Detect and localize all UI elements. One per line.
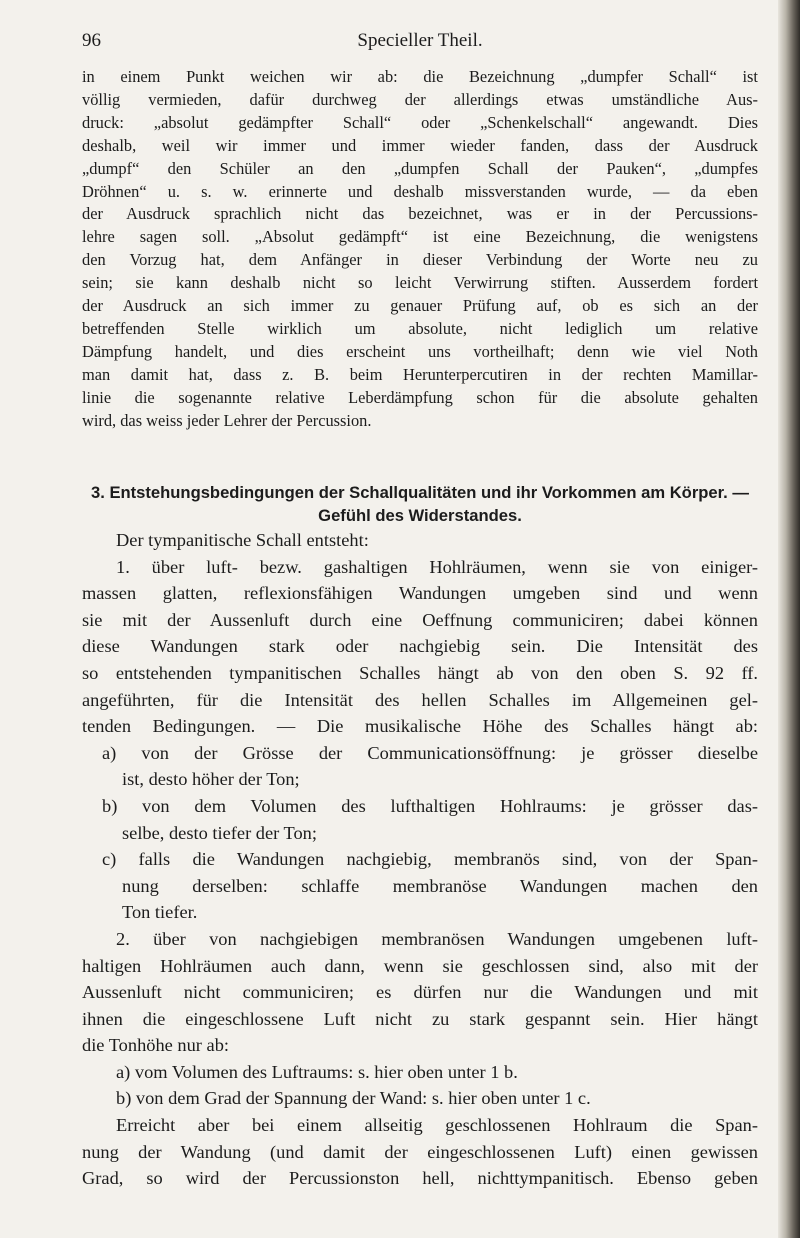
text-line: ihnen die eingeschlossene Luft nicht zu stark gespannt sein. Hier hängt xyxy=(82,1008,758,1029)
section-heading xyxy=(82,481,758,527)
text-line: den Vorzug hat, dem Anfänger in dieser Verbindung der Worte neu zu xyxy=(82,250,758,270)
list-item-b: b) von dem Grad der Spannung der Wand: s. hier oben unter 1 c. xyxy=(116,1088,591,1109)
text-line: angeführten, für die Intensität des hellen Schalles im Allgemeinen gel- xyxy=(82,689,758,710)
text-line: so entstehenden tympanitischen Schalles hängt ab von den oben S. 92 ff. xyxy=(82,662,758,683)
text-line: massen glatten, reflexionsfähigen Wandungen umgeben sind und wenn xyxy=(82,583,758,604)
text-line: sie mit der Aussenluft durch eine Oeffnung communiciren; dabei können xyxy=(82,609,758,630)
text-line: Erreicht aber bei einem allseitig geschlossenen Hohlraum die Span- xyxy=(116,1115,758,1136)
text-line: nung derselben: schlaffe membranöse Wandungen machen den xyxy=(122,875,758,896)
text-line: 1. über luft- bezw. gashaltigen Hohlräumen, wenn sie von einiger- xyxy=(116,556,758,577)
text-line: tenden Bedingungen. — Die musikalische Höhe des Schalles hängt ab: xyxy=(82,716,758,737)
text-line: 2. über von nachgiebigen membranösen Wandungen umgebenen luft- xyxy=(116,928,758,949)
text-line: linie die sogenannte relative Leberdämpfung schon für die absolute gehalten xyxy=(82,387,758,407)
heading-line: 3. Entstehungsbedingungen der Schallqualitäten und ihr Vorkommen am Körper. — xyxy=(91,483,749,502)
text-line: Aussenluft nicht communiciren; es dürfen nur die Wandungen und mit xyxy=(82,982,758,1003)
text-line: deshalb, weil wir immer und immer wieder fanden, dass der Ausdruck xyxy=(82,135,758,155)
text-line: betreffenden Stelle wirklich um absolute, nicht lediglich um relative xyxy=(82,318,758,338)
text-line: Ton tiefer. xyxy=(122,902,198,923)
list-item-c: c) falls die Wandungen nachgiebig, membranös sind, von der Span- xyxy=(102,849,758,870)
text-line: der Ausdruck an sich immer zu genauer Prüfung auf, ob es sich an der xyxy=(82,296,758,316)
list-item-a: a) vom Volumen des Luftraums: s. hier oben unter 1 b. xyxy=(116,1061,518,1082)
heading-line: Gefühl des Widerstandes. xyxy=(318,506,522,525)
text-line: Dämpfung handelt, und dies erscheint uns vortheilhaft; denn wie viel Noth xyxy=(82,341,758,361)
text-line: „dumpf“ den Schüler an den „dumpfen Schall der Pauken“, „dumpfes xyxy=(82,158,758,178)
text-line: man damit hat, dass z. B. beim Herunterpercutiren in der rechten Mamillar- xyxy=(82,364,758,384)
text-line: selbe, desto tiefer der Ton; xyxy=(122,822,317,843)
text-line: sein; sie kann deshalb nicht so leicht Verwirrung stiften. Ausserdem fordert xyxy=(82,273,758,293)
text-line: Der tympanitische Schall entsteht: xyxy=(116,530,369,550)
list-item-a: a) von der Grösse der Communicationsöffnung: je grösser dieselbe xyxy=(102,742,758,763)
text-line: der Ausdruck sprachlich nicht das bezeichnet, was er in der Percussions- xyxy=(82,204,758,224)
text-line: ist, desto höher der Ton; xyxy=(122,769,300,790)
text-line: nung der Wandung (und damit der eingeschlossenen Luft) einen gewissen xyxy=(82,1141,758,1162)
text-line: die Tonhöhe nur ab: xyxy=(82,1035,229,1056)
text-line: lehre sagen soll. „Absolut gedämpft“ ist eine Bezeichnung, die wenigstens xyxy=(82,227,758,247)
page-number: 96 xyxy=(82,30,101,51)
text-line: Dröhnen“ u. s. w. erinnerte und deshalb missverstanden wurde, — da eben xyxy=(82,181,758,201)
running-title: Specieller Theil. xyxy=(357,30,483,51)
text-line: in einem Punkt weichen wir ab: die Bezeichnung „dumpfer Schall“ ist xyxy=(82,67,758,86)
text-line: völlig vermieden, dafür durchweg der allerdings etwas umständliche Aus- xyxy=(82,89,758,109)
page-header xyxy=(82,30,758,54)
text-line: diese Wandungen stark oder nachgiebig sein. Die Intensität des xyxy=(82,636,758,657)
page-edge-shadow xyxy=(778,0,800,1238)
text-line: druck: „absolut gedämpfter Schall“ oder „Schenkelschall“ angewandt. Dies xyxy=(82,112,758,132)
main-section-text xyxy=(82,527,758,1192)
list-item-b: b) von dem Volumen des lufthaltigen Hohlraums: je grösser das- xyxy=(102,795,758,816)
text-line: wird, das weiss jeder Lehrer der Percussion. xyxy=(82,410,372,430)
text-line: haltigen Hohlräumen auch dann, wenn sie geschlossen sind, also mit der xyxy=(82,955,758,976)
text-line: Grad, so wird der Percussionston hell, nichttympanitisch. Ebenso geben xyxy=(82,1168,758,1189)
paragraph-1 xyxy=(82,66,758,433)
